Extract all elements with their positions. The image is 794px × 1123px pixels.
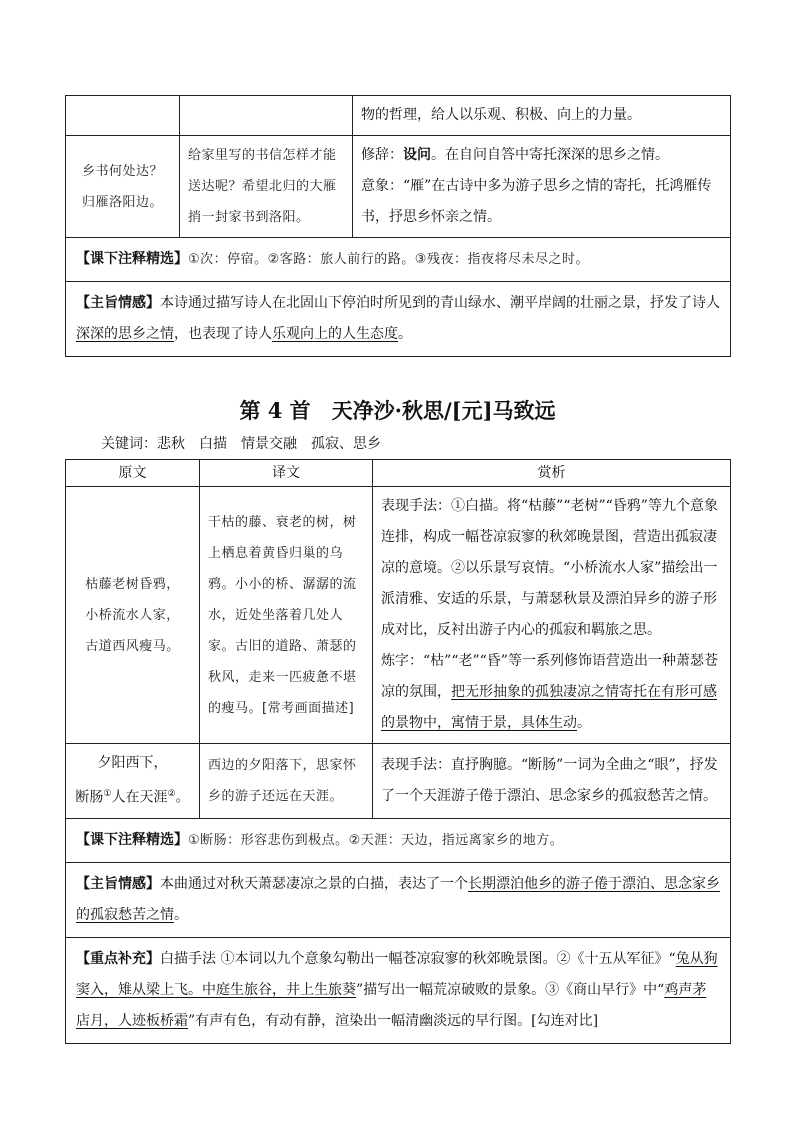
original-cell	[66, 96, 180, 136]
original-line: 小桥流水人家，	[85, 607, 180, 623]
original-cell	[66, 136, 180, 238]
header-translation: 译文	[200, 460, 373, 487]
technique-note	[381, 491, 722, 646]
technique-text: 直抒胸臆。“断肠”一词为全曲之“眼”，抒发了一个天涯游子倦于漂泊、思念家乡的孤寂愁苦之情。	[381, 756, 718, 804]
table-row	[66, 238, 731, 282]
imagery-label: 意象：	[361, 178, 403, 194]
supplement-underline: 兔从狗窦入，雉从梁上飞。中庭生旅谷，井上生旅葵	[76, 950, 718, 998]
theme-label: 【主旨情感】	[76, 875, 160, 892]
table-row	[66, 96, 731, 136]
theme-cell	[66, 862, 731, 937]
theme-text: 。	[174, 906, 188, 923]
poem3-table	[65, 95, 731, 357]
notes-cell	[66, 818, 731, 862]
translation-cell: 西边的夕阳落下，思家怀乡的游子还远在天涯。	[200, 744, 373, 819]
table-row	[66, 744, 731, 819]
notes-cell	[66, 238, 731, 282]
theme-text: 。	[398, 326, 412, 342]
technique-label: 表现手法：	[381, 756, 451, 773]
header-analysis: 赏析	[373, 460, 731, 487]
keywords: 关键词：悲秋 白描 情景交融 孤寂、思乡	[101, 436, 381, 452]
theme-underline: 深深的思乡之情	[76, 326, 174, 342]
analysis-cell	[353, 136, 731, 238]
poem-title: 第 4 首 天净沙·秋思/[元]马致远	[239, 398, 556, 423]
notes-label: 【课下注释精选】	[76, 831, 188, 848]
notes-text: ①断肠：形容悲伤到极点。②天涯：天边，指远离家乡的地方。	[188, 832, 564, 848]
table-row	[66, 937, 731, 1043]
technique-text: ①白描。将“枯藤”“老树”“昏鸦”等九个意象连排，构成一幅苍凉寂寥的秋郊晚景图，营造出孤寂凄凉的意境。②以乐景写哀情。“小桥流水人家”描绘出一派清雅、安适的乐景，与萧瑟秋景及漂泊异乡的游子形成对比，反衬出游子内心的孤寂和羁旅之思。	[381, 498, 718, 638]
theme-text: 本曲通过对秋天萧瑟凄凉之景的白描，表达了一个	[160, 875, 468, 892]
supplement-underline: 鸡声茅店月，人迹板桥霜	[76, 981, 707, 1029]
translation-cell: 干枯的藤、衰老的树，树上栖息着黄昏归巢的乌鸦。小小的桥、潺潺的流水，近处坐落着几处人家。古旧的道路、萧瑟的秋风，走来一匹疲惫不堪的瘦马。[常考画面描述]	[200, 487, 373, 744]
table-header-row	[66, 460, 731, 487]
footnote-marker: ②	[167, 789, 176, 799]
theme-cell	[66, 282, 731, 357]
page-content	[65, 95, 730, 1044]
translation-cell: 给家里写的书信怎样才能送达呢？希望北归的大雁捎一封家书到洛阳。	[180, 136, 353, 238]
table-row	[66, 487, 731, 744]
rhetoric-text: 。在自问自答中寄托深深的思乡之情。	[431, 147, 669, 163]
original-line: 夕阳西下，	[97, 755, 168, 771]
rhetoric-note	[361, 140, 722, 171]
imagery-text: “雁”在古诗中多为游子思乡之情的寄托，托鸿雁传书，抒思乡怀亲之情。	[361, 178, 712, 225]
notes-label: 【课下注释精选】	[76, 251, 188, 267]
poem4-table	[65, 459, 731, 1044]
analysis-cell: 物的哲理，给人以乐观、积极、向上的力量。	[353, 96, 731, 136]
rhetoric-term: 设问	[403, 147, 431, 163]
theme-text: 本诗通过描写诗人在北固山下停泊时所见到的青山绿水、潮平岸阔的壮丽之景，抒发了诗人	[160, 295, 720, 311]
rhetoric-label: 修辞：	[361, 147, 403, 163]
word-label: 炼字：	[381, 653, 423, 669]
original-line	[74, 779, 191, 814]
original-fragment: 。	[175, 789, 190, 806]
table-row	[66, 862, 731, 937]
theme-underline: 乐观向上的人生态度	[272, 326, 398, 342]
table-row	[66, 136, 731, 238]
original-fragment: 人在天涯	[111, 789, 168, 806]
supplement-text: ”有声有色，有动有静，渲染出一幅清幽淡远的早行图。[勾连对比]	[188, 1012, 599, 1029]
analysis-cell	[373, 744, 731, 819]
technique-label: 表现手法：	[381, 498, 451, 514]
analysis-cell	[373, 487, 731, 744]
original-fragment: 断肠	[75, 789, 104, 806]
word-note	[381, 646, 722, 739]
supplement-text: 白描手法 ①本词以九个意象勾勒出一幅苍凉寂寥的秋郊晚景图。②《十五从军征》“	[160, 950, 676, 967]
original-line: 枯藤老树昏鸦，	[85, 576, 180, 592]
original-cell	[66, 487, 200, 744]
supplement-text: ”描写出一幅荒凉破败的景象。③《商山早行》中“	[356, 981, 665, 998]
word-text: 。	[577, 715, 591, 731]
word-underline: 把无形抽象的孤独凄凉之情寄托在有形可感的景物中，寓情于景，具体生动	[381, 684, 717, 731]
supplement-label: 【重点补充】	[76, 950, 160, 967]
theme-label: 【主旨情感】	[76, 295, 160, 311]
table-row	[66, 818, 731, 862]
original-cell	[66, 744, 200, 819]
footnote-marker: ①	[103, 789, 112, 799]
translation-cell	[180, 96, 353, 136]
theme-underline: 长期漂泊他乡的游子倦于漂泊、思念家乡的孤寂愁苦之情	[76, 875, 720, 923]
original-line: 归雁洛阳边。	[81, 194, 163, 210]
theme-text: ，也表现了诗人	[174, 326, 272, 342]
imagery-note	[361, 171, 722, 233]
original-line: 乡书何处达？	[81, 163, 163, 179]
supplement-cell	[66, 937, 731, 1043]
word-text: “枯”“老”“昏”等一系列修饰语营造出一种萧瑟苍凉的氛围，	[381, 653, 718, 700]
header-original: 原文	[66, 460, 200, 487]
original-line: 古道西风瘦马。	[85, 638, 180, 654]
table-row	[66, 282, 731, 357]
notes-text: ①次：停宿。②客路：旅人前行的路。③残夜：指夜将尽未尽之时。	[188, 252, 589, 267]
